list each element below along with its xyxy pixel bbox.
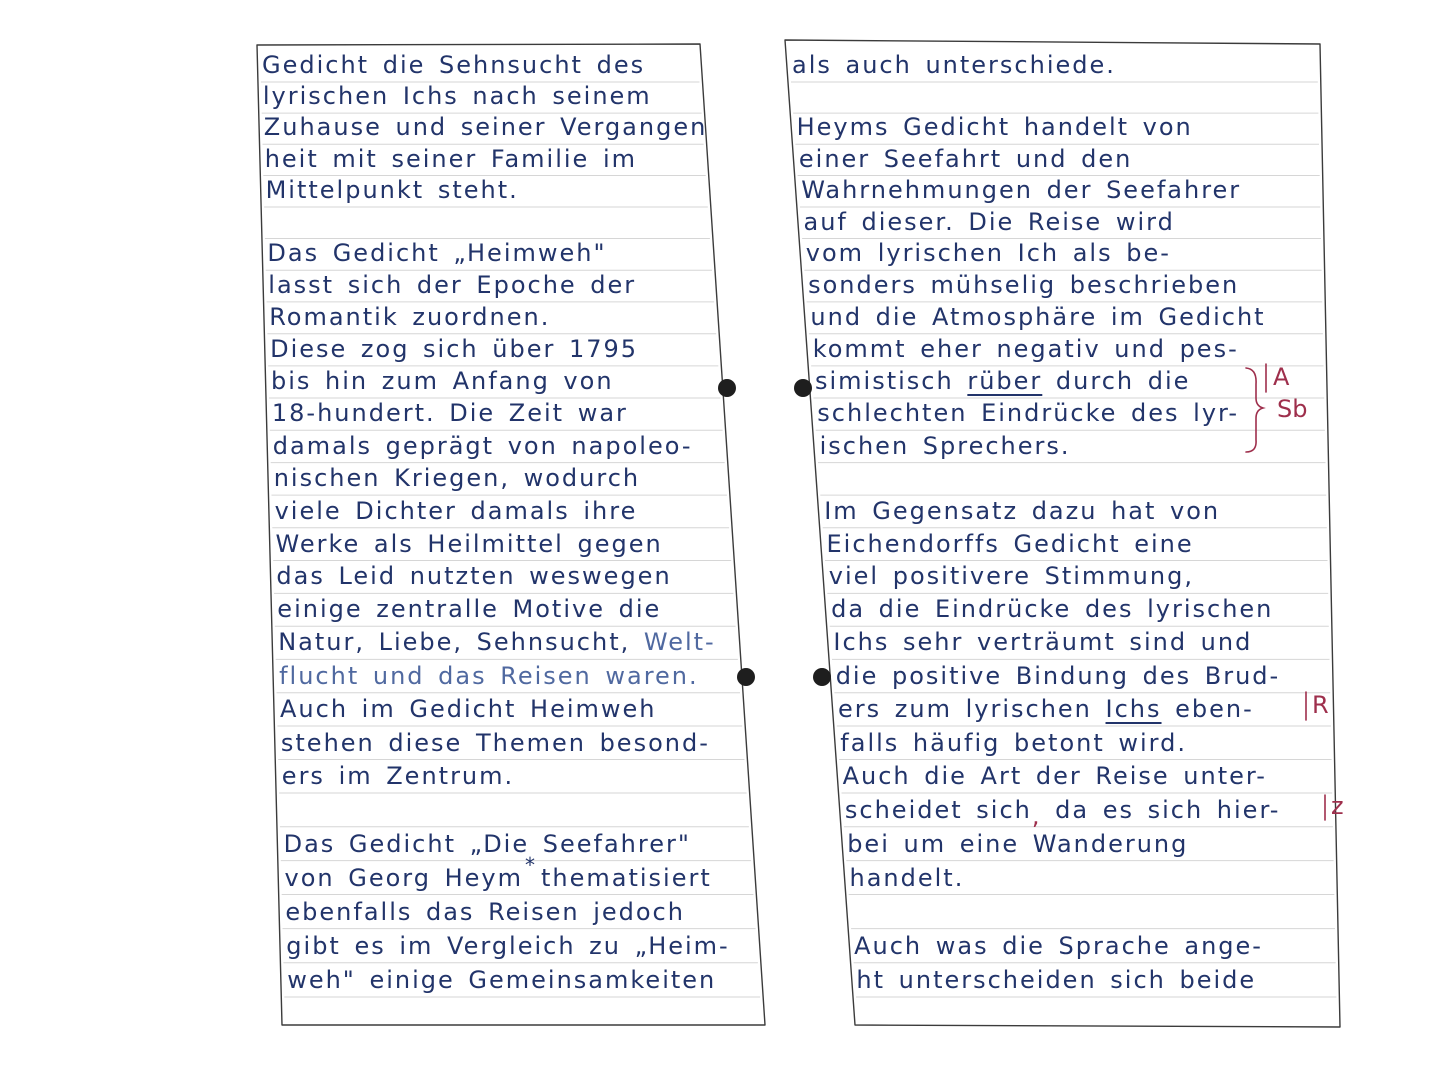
text-line: die positive Bindung des Brud-	[835, 661, 1281, 690]
footnote-star: *	[524, 852, 537, 877]
text-line: Das Gedicht „Heimweh"	[267, 239, 607, 268]
text-segment: thematisiert	[540, 863, 712, 892]
inserted-comma-correction: ,	[1031, 801, 1042, 830]
text-line: da die Eindrücke des lyrischen	[831, 595, 1274, 624]
text-line: gibt es im Vergleich zu „Heim-	[286, 931, 730, 960]
text-segment: eben-	[1161, 695, 1254, 723]
text-segment: durch die	[1042, 367, 1191, 395]
text-line: kommt eher negativ und pes-	[812, 334, 1239, 363]
text-line: Im Gegensatz dazu hat von	[824, 496, 1221, 525]
correction-margin-note: z	[1331, 792, 1344, 820]
text-line: viel positivere Stimmung,	[828, 562, 1194, 591]
text-line: damals geprägt von napoleo-	[272, 431, 693, 460]
underlined-word: Ichs	[1105, 695, 1162, 723]
text-line	[284, 852, 712, 894]
text-line: Auch die Art der Reise unter-	[842, 762, 1267, 790]
text-line	[278, 627, 716, 657]
text-segment: flucht und das Reisen waren.	[279, 661, 699, 690]
text-line: das Leid nutzten weswegen	[276, 562, 672, 591]
text-line: lasst sich der Epoche der	[268, 270, 637, 299]
text-line: bis hin zum Anfang von	[271, 367, 614, 395]
text-line: Das Gedicht „Die Seefahrer"	[283, 829, 691, 858]
text-line: sonders mühselig beschrieben	[808, 270, 1240, 299]
text-line: bei um eine Wanderung	[847, 829, 1189, 858]
text-line: einige zentralle Motive die	[277, 595, 662, 624]
text-line: Ichs sehr verträumt sind und	[833, 628, 1253, 657]
text-line: ebenfalls das Reisen jedoch	[285, 897, 685, 926]
text-segment: Welt-	[643, 628, 716, 657]
text-line: ers im Zentrum.	[281, 762, 515, 790]
text-line	[815, 366, 1190, 396]
text-segment: scheidet sich	[844, 795, 1032, 824]
text-line: heit mit seiner Familie im	[264, 144, 637, 173]
text-line: Eichendorffs Gedicht eine	[826, 529, 1194, 558]
text-line	[844, 795, 1281, 830]
text-line: vom lyrischen Ich als be-	[805, 239, 1171, 268]
text-line: Werke als Heilmittel gegen	[275, 529, 663, 558]
text-line: ischen Sprechers.	[819, 431, 1071, 460]
text-line	[279, 661, 699, 691]
text-segment: da es sich hier-	[1041, 795, 1281, 824]
text-line: Auch im Gedicht Heimweh	[280, 695, 657, 723]
text-line: falls häufig betont wird.	[840, 728, 1187, 757]
text-line	[838, 694, 1254, 724]
text-line: Diese zog sich über 1795	[270, 334, 639, 363]
text-line: und die Atmosphäre im Gedicht	[810, 302, 1266, 331]
text-segment: Natur, Liebe, Sehnsucht,	[278, 628, 644, 657]
text-line: auf dieser. Die Reise wird	[803, 207, 1175, 236]
text-line: Wahrnehmungen der Seefahrer	[801, 176, 1242, 204]
text-line: Mittelpunkt steht.	[265, 176, 519, 204]
text-segment: von Georg Heym	[284, 863, 523, 892]
text-line: nischen Kriegen, wodurch	[273, 464, 641, 493]
underlined-word: rüber	[967, 367, 1043, 395]
correction-margin-note: Sb	[1277, 395, 1308, 423]
correction-margin-note: R	[1312, 691, 1329, 719]
text-line: lyrischen Ichs nach seinem	[262, 82, 652, 111]
text-line: einer Seefahrt und den	[798, 144, 1133, 173]
text-line: Gedicht die Sehnsucht des	[262, 51, 646, 79]
text-segment: ers zum lyrischen	[838, 695, 1106, 723]
text-line: weh" einige Gemeinsamkeiten	[287, 966, 717, 994]
text-line: als auch unterschiede.	[792, 51, 1116, 79]
text-line: handelt.	[849, 863, 965, 892]
text-line: Auch was die Sprache ange-	[854, 931, 1263, 960]
text-line: schlechten Eindrücke des lyr-	[817, 399, 1240, 428]
correction-margin-note: A	[1273, 363, 1290, 391]
text-line: Heyms Gedicht handelt von	[796, 113, 1193, 142]
text-line: ht unterscheiden sich beide	[856, 966, 1257, 994]
text-line: Romantik zuordnen.	[269, 302, 551, 331]
text-line: stehen diese Themen besond-	[280, 728, 710, 757]
text-line: Zuhause und seiner Vergangen	[263, 113, 708, 142]
text-segment: simistisch	[815, 367, 968, 395]
text-line: 18-hundert. Die Zeit war	[271, 399, 628, 428]
text-line: viele Dichter damals ihre	[274, 496, 638, 525]
